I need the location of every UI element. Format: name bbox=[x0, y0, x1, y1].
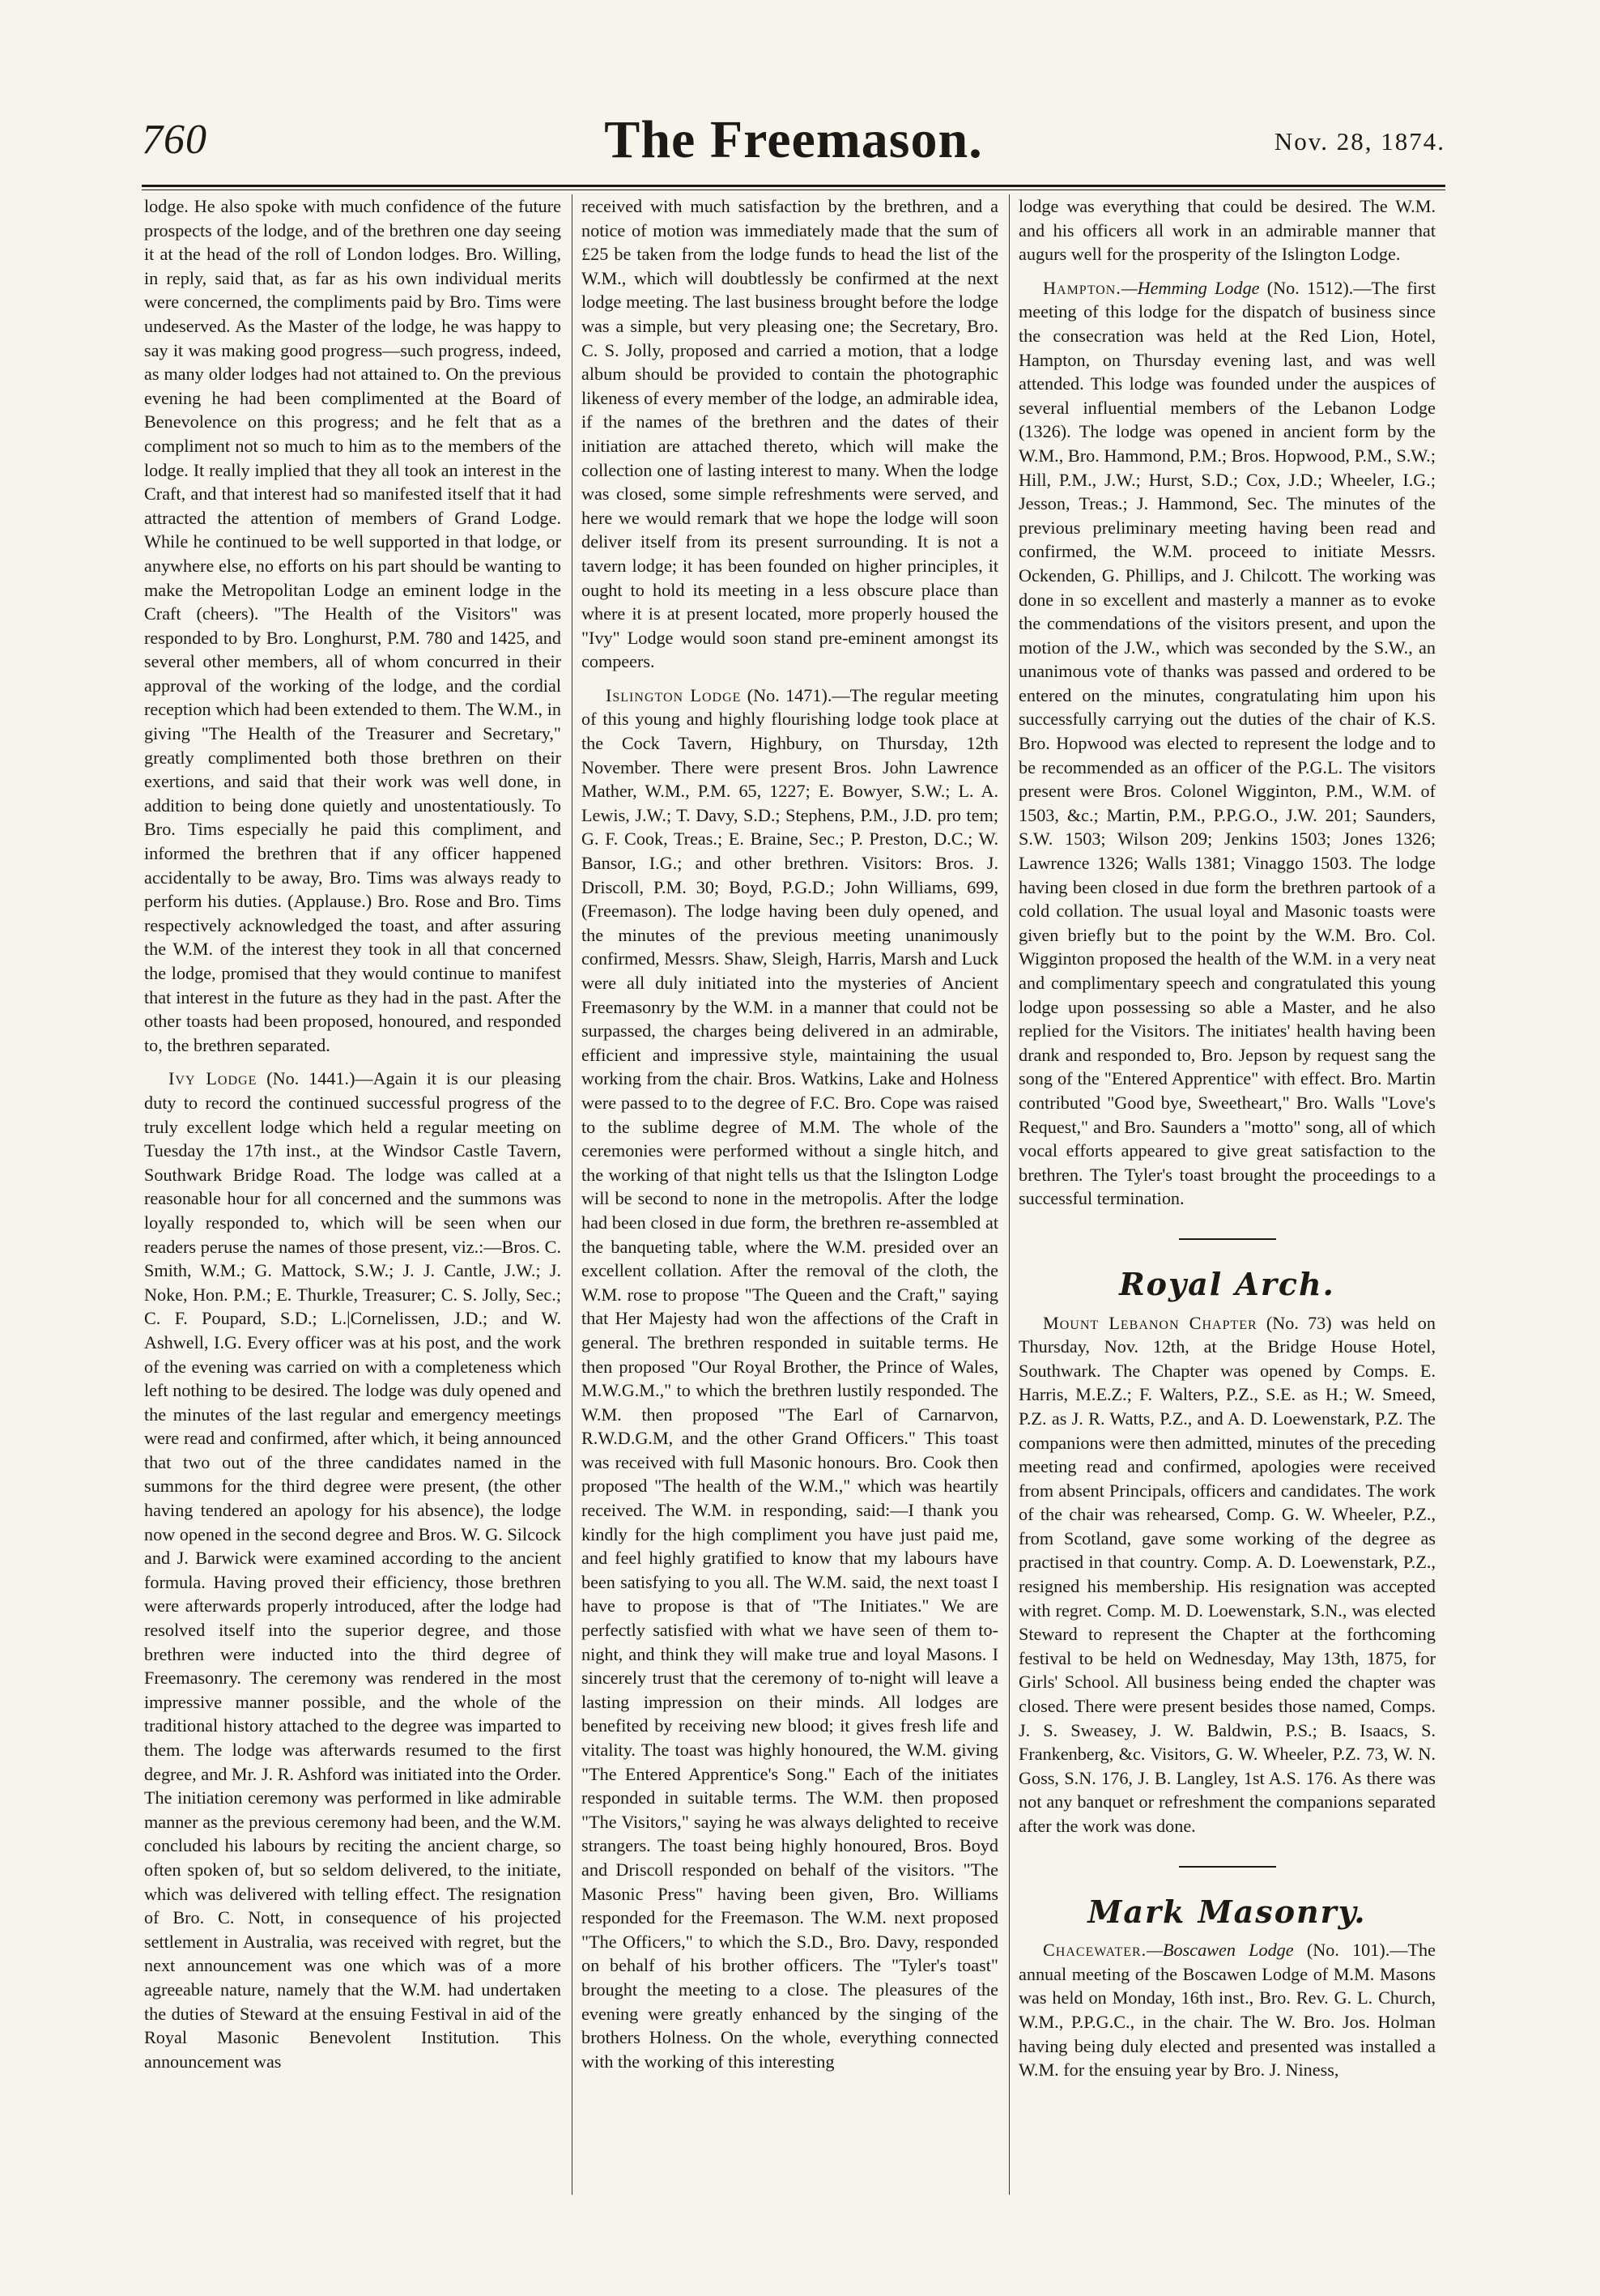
article-paragraph bbox=[1019, 1311, 1436, 1838]
article-paragraph bbox=[1019, 276, 1436, 1211]
place-name-lead: Hampton. bbox=[1043, 277, 1121, 298]
article-paragraph: received with much satisfaction by the brethren, and a notice of motion was immediately made that the sum of £25 be taken from the lodge funds to head the list of the W.M., which will doubtlessly be confirmed at the next lodge meeting. The last business brought before the lodge was a simple, but very pleasing one; the Secretary, Bro. C. S. Jolly, proposed and carried a motion, that a lodge album should be provided to contain the photographic likeness of every member of the lodge, an admirable idea, if the names of the brethren and the dates of their initiation are attached thereto, which will make the collection one of lasting interest to many. When the lodge was closed, some simple refreshments were served, and here we would remark that we hope the lodge will soon deliver itself from its present surrounding. It is not a tavern lodge; it has been founded on higher principles, it ought to hold its meeting in a less obscure place than where it is at present located, more properly housed the "Ivy" Lodge would soon stand pre-eminent amongst its compeers. bbox=[581, 196, 998, 672]
column-1 bbox=[144, 194, 561, 2211]
column-3 bbox=[1019, 194, 1436, 2211]
lodge-name-lead: Ivy Lodge bbox=[168, 1068, 257, 1089]
article-paragraph bbox=[1019, 1938, 1436, 2082]
masthead bbox=[142, 109, 1445, 190]
article-paragraph: lodge. He also spoke with much confidence of the future prospects of the lodge, and of the brethren one day seeing it at the head of the roll of London lodges. Bro. Willing, in reply, said that, as far as his own individual merits were concerned, the compliments paid by Bro. Tims were undeserved. As the Master of the lodge, he was happy to say it was making good progress—such progress, indeed, as many older lodges had not attained to. On the previous evening he had been complimented at the Board of Benevolence on this progress; and he felt that as a compliment not so much to him as to the members of the lodge. It really implied that they all took an interest in the Craft, and that interest had so manifested itself that it had attracted the attention of members of Grand Lodge. While he continued to be well supported in that lodge, or anywhere else, no efforts on his part should be wanting to make the Metropolitan Lodge an eminent lodge in the Craft (cheers). "The Health of the Visitors" was responded to by Bro. Longhurst, P.M. 780 and 1425, and several other members, all of whom concurred in their approval of the working of the lodge, and the cordial reception which had been extended to them. The W.M., in giving "The Health of the Treasurer and Secretary," greatly complimented both those brethren on their exertions, and said that their work was well done, in addition to being done quietly and unostentatiously. To Bro. Tims especially he paid this compliment, and informed the brethren that if any officer happened accidentally to be away, Bro. Tims was always ready to perform his duties. (Applause.) Bro. Rose and Bro. Tims respectively acknowledged the toast, and after assuring the W.M. of the interest they took in all that concerned the lodge, promised that they would continue to manifest that interest in the future as they had in the past. After the other toasts had been proposed, honoured, and responded to, the brethren separated. bbox=[144, 196, 561, 1055]
issue-date: Nov. 28, 1874. bbox=[1274, 127, 1445, 155]
header-rule bbox=[142, 185, 1445, 187]
lodge-name: —Hemming Lodge bbox=[1121, 277, 1260, 298]
article-paragraph: lodge was everything that could be desired. The W.M. and his officers all work in an admirable manner that augurs well for the prosperity of the Islington Lodge. bbox=[1019, 196, 1436, 265]
section-divider bbox=[1179, 1238, 1276, 1240]
place-name-lead: Chacewater. bbox=[1043, 1940, 1147, 1961]
article-text: (No. 1441.)—Again it is our pleasing duty to record the continued successful progress of the truly excellent lodge which held a regular meeting on Tuesday the 17th inst., at the Windsor Castle Tavern, Southwark Bridge Road. The lodge was called at a reasonable hour for all concerned and the summons was loyally responded to, which will be seen when our readers peruse the names of those present, viz.:—Bros. C. Smith, W.M.; G. Mattock, S.W.; J. J. Cantle, J.W.; J. Noke, Hon. P.M.; E. Thurkle, Treasurer; C. S. Jolly, Sec.; C. F. Poupard, S.D.; L.|Cornelissen, J.D.; and W. Ashwell, I.G. Every officer was at his post, and the work of the evening was carried on with a completeness which left nothing to be desired. The lodge was duly opened and the minutes of the last regular and emergency meetings were read and confirmed, after which, it being announced that two out of the three candidates named in the summons for the third degree were present, (the other having tendered an apology for his absence), the lodge now opened in the second degree and Bros. W. G. Silcock and J. Barwick were examined according to the ancient formula. Having proved their efficiency, those brethren were afterwards properly introduced, after the lodge had resolved itself into the superior degree, and those brethren were inducted into the third degree of Freemasonry. The ceremony was rendered in the most impressive manner possible, and the whole of the traditional history attached to the degree was imparted to them. The lodge was afterwards resumed to the first degree, and Mr. J. R. Ashford was initiated into the Order. The initiation ceremony was performed in like admirable manner as the previous ceremony had been, and the W.M. concluded his labours by reciting the ancient charge, so often spoken of, but so seldom delivered, to the initiate, which was delivered with telling effect. The resignation of Bro. C. Nott, in consequence of his projected settlement in Australia, was received with regret, but the next announcement was one which was of a more agreeable nature, namely that the W.M. had undertaken the duties of Steward at the ensuing Festival in aid of the Royal Masonic Benevolent Institution. This announcement was bbox=[144, 1068, 561, 2072]
article-text: (No. 73) was held on Thursday, Nov. 12th, at the Bridge House Hotel, Southwark. The Chapter was opened by Comps. E. Harris, M.E.Z.; F. Walters, P.Z., S.E. as H.; W. Smeed, P.Z. as J. R. Watts, P.Z., and A. D. Loewenstark, P.Z. The companions were then admitted, minutes of the preceding meeting read and confirmed, apologies were received from absent Principals, officers and candidates. The work of the chair was rehearsed, Comp. G. W. Wheeler, P.Z., from Scotland, gave some working of the degree as practised in that country. Comp. A. D. Loewenstark, P.Z., resigned his membership. His resignation was accepted with regret. Comp. M. D. Loewenstark, S.N., was elected Steward to represent the Chapter at the forthcoming festival to be held on Wednesday, May 13th, 1875, for Girls' School. All business being ended the chapter was closed. There were present besides those named, Comps. J. S. Sweasey, J. W. Baldwin, P.S.; B. Isaacs, S. Frankenberg, &c. Visitors, G. W. Wheeler, P.Z. 73, W. N. Goss, S.N. 176, J. B. Langley, 1st A.S. 176. As there was not any banquet or refreshment the companions separated after the work was done. bbox=[1019, 1312, 1436, 1836]
newspaper-title: The Freemason. bbox=[604, 110, 983, 169]
lodge-name-lead: Islington Lodge bbox=[606, 684, 742, 705]
section-heading-royal-arch: Royal Arch. bbox=[1119, 1265, 1335, 1302]
article-paragraph bbox=[144, 1067, 561, 2073]
article-text: (No. 1512).—The first meeting of this lodge for the dispatch of business since the consecration was held at the Red Lion, Hotel, Hampton, on Thursday evening last, and was well attended. This lodge was founded under the auspices of several influential members of the Lebanon Lodge (1326). The lodge was opened in ancient form by the W.M., Bro. Hammond, P.M.; Bros. Hopwood, P.M., S.W.; Hill, P.M., J.W.; Hurst, S.D.; Cox, J.D.; Wheeler, I.G.; Jesson, Treas.; J. Hammond, Sec. The minutes of the previous preliminary meeting having been read and confirmed, the W.M. proceed to initiate Messrs. Ockenden, G. Phillips, and J. Chilcott. The working was done in so excellent and masterly a manner as to evoke the commendations of the visitors present, and upon the motion of the J.W., which was seconded by the S.W., an unanimous vote of thanks was passed and ordered to be entered on the minutes, congratulating him upon his successfully carrying out the duties of the chair of K.S. Bro. Hopwood was elected to represent the lodge and to be recommended as an officer of the P.G.L. The visitors present were Bros. Colonel Wigginton, P.M., W.M. of 1503, &c.; Martin, P.M., P.P.G.O., J.W. 201; Saunders, S.W. 1503; Wilson 209; Jenkins 1503; Jones 1326; Lawrence 1326; Walls 1381; Vinaggo 1503. The lodge having been closed in due form the brethren partook of a cold collation. The usual loyal and Masonic toasts were given briefly but to the point by the W.M. Bro. Col. Wigginton proposed the health of the W.M. in a very neat and complimentary speech and congratulated this young lodge upon possessing so able a Master, and he also replied for the Visitors. The initiates' health having been drank and responded to, Bro. Jepson by request sang the song of the "Entered Apprentice" with effect. Bro. Martin contributed "Good bye, Sweetheart," Bro. Walls "Love's Request," and Bro. Saunders a "motto" song, all of which vocal efforts appeared to give great satisfaction to the brethren. The Tyler's toast brought the proceedings to a successful termination. bbox=[1019, 277, 1436, 1209]
column-2 bbox=[581, 194, 998, 2211]
column-divider bbox=[1009, 194, 1010, 2195]
article-text: (No. 101).—The annual meeting of the Boscawen Lodge of M.M. Masons was held on Monday, 16th inst., Bro. Rev. G. L. Church, W.M., P.P.G.C., in the chair. The W. Bro. Jos. Holman having being duly elected and presented was installed a W.M. for the ensuing year by Bro. J. Niness, bbox=[1019, 1940, 1436, 2081]
article-paragraph bbox=[581, 684, 998, 2073]
lodge-name: —Boscawen Lodge bbox=[1147, 1940, 1294, 1961]
chapter-name-lead: Mount Lebanon Chapter bbox=[1043, 1312, 1257, 1333]
article-text: (No. 1471).—The regular meeting of this young and highly flourishing lodge took place at the Cock Tavern, Highbury, on Thursday, 12th November. There were present Bros. John Lawrence Mather, W.M., P.M. 65, 1227; E. Bowyer, S.W.; L. A. Lewis, J.W.; T. Davy, S.D.; Stephens, P.M., J.D. pro tem; G. F. Cook, Treas.; E. Braine, Sec.; P. Preston, D.C.; W. Bansor, I.G.; and other brethren. Visitors: Bros. J. Driscoll, P.M. 30; Boyd, P.G.D.; John Williams, 699, (Freemason). The lodge having been duly opened, and the minutes of the previous meeting unanimously confirmed, Messrs. Shaw, Sleigh, Harris, Marsh and Luck were all duly initiated into the mysteries of Ancient Freemasonry by the W.M. in a manner that could not be surpassed, the charges being delivered in an admirable, efficient and impressive style, maintaining the usual working from the chair. Bros. Watkins, Lake and Holness were passed to to the degree of F.C. Bro. Cope was raised to the sublime degree of M.M. The whole of the ceremonies were performed without a single hitch, and the working of that night tells us that the Islington Lodge will be second to none in the metropolis. After the lodge had been closed in due form, the brethren re-assembled at the banqueting table, where the W.M. presided over an excellent collation. After the removal of the cloth, the W.M. rose to propose "The Queen and the Craft," saying that Her Majesty had won the affections of the Craft in general. The brethren responded in suitable terms. He then proposed "Our Royal Brother, the Prince of Wales, M.W.G.M.," to which the brethren lustily responded. The W.M. then proposed "The Earl of Carnarvon, R.W.D.G.M, and the other Grand Officers." This toast was received with full Masonic honours. Bro. Cook then proposed "The health of the W.M.," which was heartily received. The W.M. in responding, said:—I thank you kindly for the high compliment you have just paid me, and feel highly gratified to know that my labours have been satisfying to you all. The W.M. said, the next toast I have to propose is that of "The Initiates." We are perfectly satisfied with what we have seen of them to-night, and think they will make true and loyal Masons. I sincerely trust that the ceremony of to-night will leave a lasting impression on their minds. All lodges are benefited by receiving new blood; it gives fresh life and vitality. The toast was highly honoured, the W.M. giving "The Entered Apprentice's Song." Each of the initiates responded in suitable terms. The W.M. then proposed "The Visitors," saying he was always delighted to receive strangers. The toast being highly honoured, Bros. Boyd and Driscoll responded on behalf of the visitors. "The Masonic Press" having been given, Bro. Williams responded for the Freemason. The W.M. next proposed "The Officers," to which the S.D., Bro. Davy, responded on behalf of his brother officers. The "Tyler's toast" brought the meeting to a close. The pleasures of the evening were greatly enhanced by the singing of the brothers Holness. On the whole, everything connected with the working of this interesting bbox=[581, 684, 998, 2072]
section-divider bbox=[1179, 1866, 1276, 1868]
page-number: 760 bbox=[142, 117, 207, 163]
section-heading-mark-masonry: Mark Masonry. bbox=[1087, 1893, 1367, 1930]
